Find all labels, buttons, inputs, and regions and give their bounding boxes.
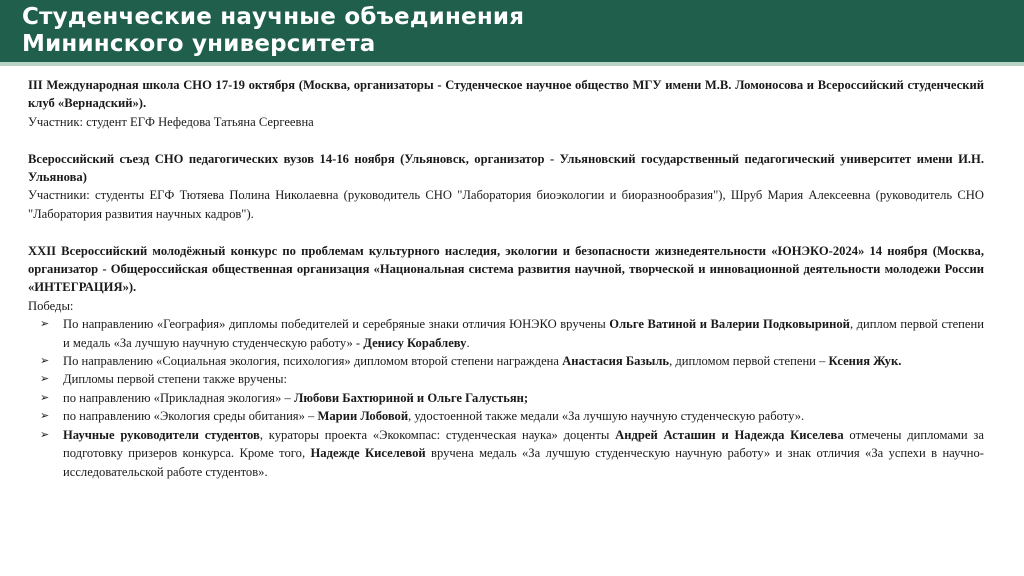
- list-text: , дипломом первой степени –: [669, 354, 829, 369]
- wins-list: [28, 315, 984, 481]
- event-2-participants: Участники: студенты ЕГФ Тютяева Полина Николаевна (руководитель СНО "Лаборатория биоэкологии и биоразнообразия"), Шруб Мария Алексеевна (руководитель СНО "Лаборатория развития научных кадров").: [28, 188, 984, 221]
- list-text-bold: Любови Бахтюриной и Ольге Галустьян;: [293, 390, 529, 405]
- event-2-title: Всероссийский съезд СНО педагогических вузов 14-16 ноября (Ульяновск, организатор - Ульяновский государственный педагогический университет имени И.Н. Ульянова): [28, 151, 984, 185]
- header-divider: [0, 62, 1024, 66]
- list-text: По направлению «География» дипломы победителей и серебряные знаки отличия ЮНЭКО вручены: [63, 317, 610, 332]
- arrow-bullet-icon: ➢: [40, 409, 50, 423]
- event-1-title: III Международная школа СНО 17-19 октября (Москва, организаторы - Студенческое научное общество МГУ имени М.В. Ломоносова и Всероссийский студенческий клуб «Вернадский»).: [28, 78, 984, 111]
- list-text: по направлению «Экология среды обитания» –: [63, 409, 318, 424]
- list-text: .: [466, 335, 470, 350]
- list-item: [28, 370, 984, 388]
- slide-title-line-1: Студенческие научные объединения: [22, 4, 525, 30]
- arrow-bullet-icon: ➢: [40, 354, 50, 368]
- list-text: , кураторы проекта «Экокомпас: студенческая наука» доценты: [259, 427, 616, 442]
- list-item: [28, 352, 984, 370]
- list-item: [28, 315, 984, 352]
- list-item: [28, 426, 984, 481]
- event-3-title: XXII Всероссийский молодёжный конкурс по проблемам культурного наследия, экологии и безопасности жизнедеятельности «ЮНЭКО-2024» 14 ноября (Москва, организатор - Общероссийская общественная организация «Национальная система развития научной, творческой и инновационной деятельности молодежи России «ИНТЕГРАЦИЯ»).: [28, 243, 984, 295]
- list-text-bold: Анастасия Базыль: [562, 354, 670, 369]
- spacer: [28, 131, 984, 149]
- list-item: [28, 389, 984, 407]
- arrow-bullet-icon: ➢: [40, 372, 50, 386]
- arrow-bullet-icon: ➢: [40, 427, 50, 441]
- wins-label: Победы:: [28, 298, 74, 313]
- list-text: вручена медаль «За лучшую студенческую научную работу» и знак отличия «За успехи в научно-исследовательской работе студентов».: [63, 446, 984, 479]
- slide-title-line-2: Мининского университета: [22, 31, 376, 57]
- spacer: [28, 223, 984, 241]
- slide-header: [0, 0, 1024, 62]
- list-text-bold: Марии Лобовой: [317, 409, 409, 424]
- list-text-bold: Ольге Ватиной и Валерии Подковыриной: [609, 317, 850, 332]
- list-text-bold: Надежде Киселевой: [310, 446, 426, 461]
- list-text: Дипломы первой степени также вручены:: [63, 372, 287, 387]
- list-text: , удостоенной также медали «За лучшую научную студенческую работу».: [408, 409, 805, 424]
- event-1-participants: Участник: студент ЕГФ Нефедова Татьяна Сергеевна: [28, 114, 314, 129]
- list-text-bold: Андрей Асташин и Надежда Киселева: [615, 427, 844, 442]
- list-text-bold: Денису Кораблеву: [363, 335, 467, 350]
- list-text: По направлению «Социальная экология, психология» дипломом второй степени награждена: [63, 354, 563, 369]
- slide-title: [22, 4, 524, 58]
- list-item: [28, 407, 984, 425]
- list-text: , диплом первой степени и медаль «За лучшую научную студенческую работу» -: [63, 317, 984, 350]
- list-text-bold: Ксения Жук.: [828, 354, 902, 369]
- arrow-bullet-icon: ➢: [40, 317, 50, 331]
- list-text-bold: Научные руководители студентов: [63, 427, 260, 442]
- slide-content: [28, 76, 984, 481]
- arrow-bullet-icon: ➢: [40, 390, 50, 404]
- list-text: отмечены дипломами за подготовку призеров конкурса. Кроме того,: [63, 427, 984, 461]
- list-text: по направлению «Прикладная экология» –: [63, 390, 294, 405]
